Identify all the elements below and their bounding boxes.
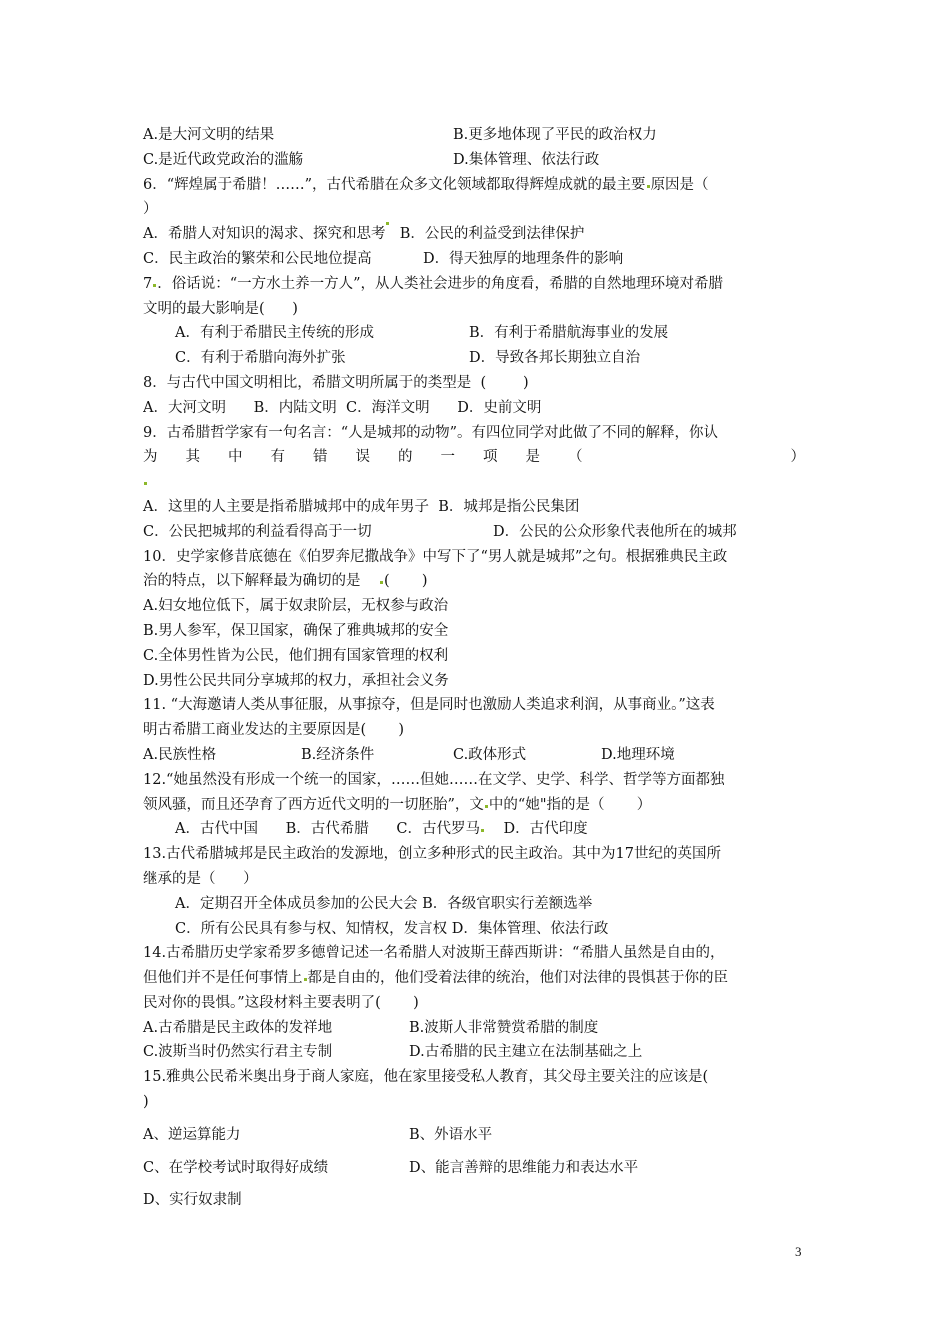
q5-option-d: D.集体管理、依法行政 [453,151,600,168]
q6-option-b: B．公民的利益受到法律保护 [390,226,585,243]
q10-stem-line-1: 10．史学家修昔底德在《伯罗奔尼撒战争》中写下了“男人就是城邦”之句。根据雅典民主政 [143,548,728,565]
q14-option-d: D.古希腊的民主建立在法制基础之上 [409,1044,643,1061]
q7-option-a: A．有利于希腊民主传统的形成 [175,325,374,342]
marker-icon [144,482,147,485]
q7-options-row-2 [143,346,815,371]
q6-option-c: C．民主政治的繁荣和公民地位提高 [143,250,372,267]
marker-icon [647,185,650,188]
q5-options-row-1 [143,123,815,148]
q13-stem-line-2: 继承的是（ ） [143,870,258,887]
q13-options-ab: A．定期召开全体成员参加的公民大会 B．各级官职实行差额选举 [175,895,593,912]
q8-options: A．大河文明 B．内陆文明 C．海洋文明 D．史前文明 [143,399,542,416]
q9-option-a: A．这里的人主要是指希腊城邦中的成年男子 [143,498,429,515]
q6-stem-line-1: 6．“辉煌属于希腊！……”，古代希腊在众多文化领域都取得辉煌成就的最主要 原因是（ [143,176,709,193]
q9-options-row-2 [143,520,815,545]
q7-stem-line-2: 文明的最大影响是( ) [143,300,298,317]
q7-option-c: C．有利于希腊向海外扩张 [175,350,346,367]
q5-options-row-2 [143,148,815,173]
q15-options-row-1 [143,1123,815,1148]
q5-option-a: A.是大河文明的结果 [143,127,275,143]
q10-option-d: D.男性公民共同分享城邦的权力，承担社会义务 [143,672,449,689]
marker-icon [485,805,488,808]
q7-option-d: D．导致各邦长期独立自治 [469,350,641,367]
q9-stem-line-1: 9．古希腊哲学家有一句名言：“人是城邦的动物”。有四位同学对此做了不同的解释，你认 [143,424,719,441]
marker-icon [304,978,307,981]
q12-options: A．古代中国 B．古代希腊 C．古代罗马 D．古代印度 [175,821,588,838]
q6-options-row-1 [143,222,815,247]
page-number: 3 [795,1244,802,1259]
q14-option-a: A.古希腊是民主政体的发祥地 [143,1019,333,1036]
q15-options-row-2 [143,1156,815,1181]
q13-stem-line-1: 13.古代希腊城邦是民主政治的发源地，创立多种形式的民主政治。其中为17世纪的英国所 [143,846,722,863]
document-body [143,123,815,1213]
q6-option-d: D．得天独厚的地理条件的影响 [423,250,624,267]
q10-option-c: C.全体男性皆为公民，他们拥有国家管理的权利 [143,647,449,664]
q8-stem: 8．与古代中国文明相比，希腊文明所属于的类型是 ( ) [143,374,529,391]
q14-options-row-2 [143,1040,815,1065]
q14-option-b: B.波斯人非常赞赏希腊的制度 [409,1019,599,1036]
marker-icon [153,284,156,287]
q12-stem-line-2: 领风骚，而且还孕育了西方近代文明的一切胚胎”，文 中的“她"指的是（ ） [143,796,652,813]
q11-option-b: B.经济条件 [301,746,375,763]
q11-stem-line-1: 11. “大海邀请人类从事征服，从事掠夺，但是同时也激励人类追求利润，从事商业。”这表 [143,697,715,714]
q10-stem-line-2: 治的特点，以下解释最为确切的是 ( ) [143,573,428,590]
q15-option-d: D、能言善辩的思维能力和表达水平 [409,1159,639,1176]
q11-stem-line-2: 明古希腊工商业发达的主要原因是( ) [143,722,405,739]
q7-stem-line-1: 7 ．俗话说：“一方水土养一方人”，从人类社会进步的角度看，希腊的自然地理环境对希腊 [143,275,724,292]
q15-option-a: A、逆运算能力 [143,1126,241,1143]
q14-options-row-1 [143,1016,815,1041]
q9-marker-line [143,470,815,495]
q14-stem-line-2: 但他们并不是任何事情上 都是自由的，他们受着法律的统治，他们对法律的畏惧甚于你的臣 [143,970,728,987]
q7-option-b: B．有利于希腊航海事业的发展 [469,325,669,342]
q15-stem-line-2: ) [143,1094,149,1111]
q9-stem-line-2: 为 其 中 有 错 误 的 一 项 是 （ ） [143,449,805,466]
q7-options-row-1 [143,321,815,346]
q14-stem-line-3: 民对你的畏惧。”这段材料主要表明了( ) [143,994,419,1011]
marker-icon [481,829,484,832]
q15-option-c: C、在学校考试时取得好成绩 [143,1159,329,1176]
q9-option-c: C．公民把城邦的利益看得高于一切 [143,523,372,540]
q5-option-c: C.是近代政党政治的滥觞 [143,151,304,168]
q11-options [143,743,815,768]
q15-stem-line-1: 15.雅典公民希米奥出身于商人家庭，他在家里接受私人教育，其父母主要关注的应该是( [143,1069,709,1086]
marker-icon [386,222,389,225]
q11-option-d: D.地理环境 [601,746,675,763]
q14-option-c: C.波斯当时仍然实行君主专制 [143,1044,333,1061]
q9-option-b: B．城邦是指公民集团 [438,498,580,515]
q6-options-row-2 [143,247,815,272]
q5-option-b: B.更多地体现了平民的政治权力 [453,127,657,143]
q11-option-c: C.政体形式 [453,746,527,763]
q9-options-row-1 [143,495,815,520]
q9-option-d: D．公民的公众形象代表他所在的城邦 [493,523,737,540]
q15-option-extra: D、实行奴隶制 [143,1192,242,1209]
q10-option-a: A.妇女地位低下，属于奴隶阶层，无权参与政治 [143,598,449,615]
q6-option-a: A．希腊人对知识的渴求、探究和思考 [143,226,386,243]
q11-option-a: A.民族性格 [143,746,217,763]
q6-stem-line-2: ） [143,201,158,218]
q13-options-cd: C．所有公民具有参与权、知情权，发言权 D．集体管理、依法行政 [175,920,609,937]
marker-icon [380,581,383,584]
q14-stem-line-1: 14.古希腊历史学家希罗多德曾记述一名希腊人对波斯王薛西斯讲：“希腊人虽然是自由的， [143,945,725,962]
q15-option-b: B、外语水平 [409,1126,493,1143]
q10-option-b: B.男人参军，保卫国家，确保了雅典城邦的安全 [143,622,449,639]
q12-stem-line-1: 12.“她虽然没有形成一个统一的国家，……但她……在文学、史学、科学、哲学等方面都独 [143,771,725,788]
